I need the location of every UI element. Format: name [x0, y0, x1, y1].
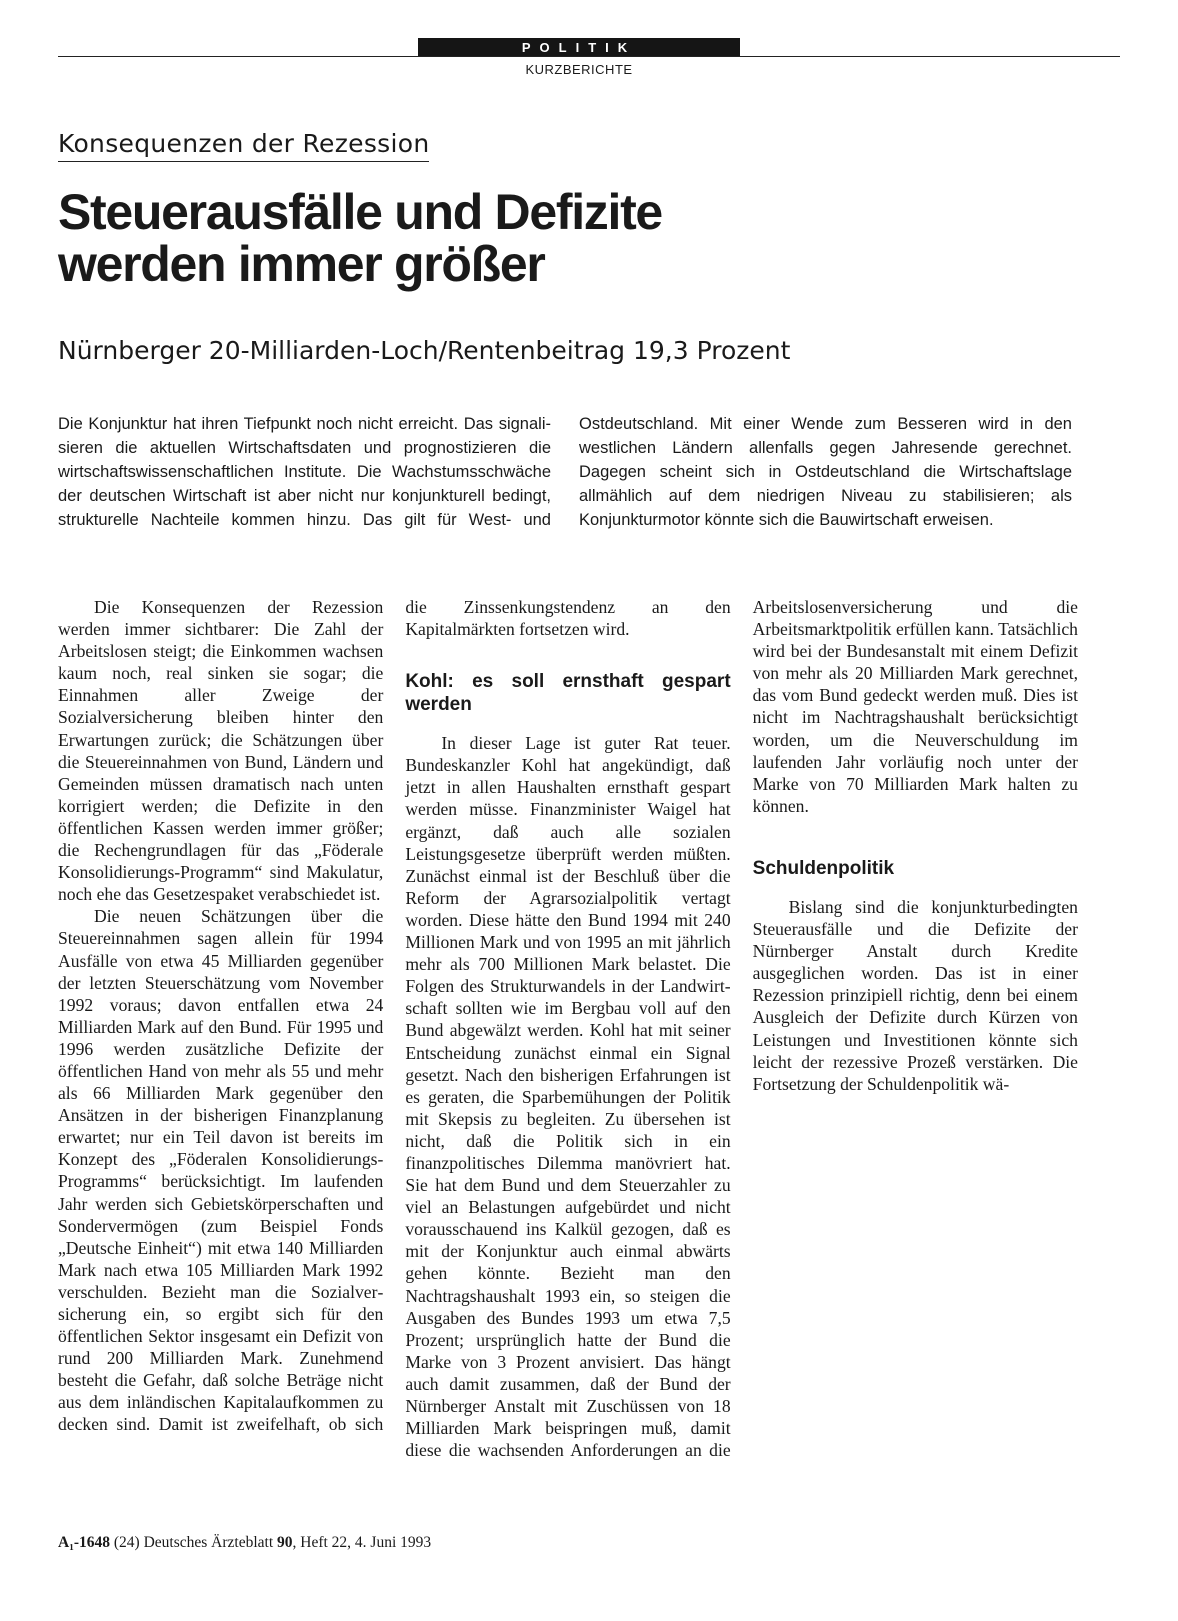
article-body [58, 596, 1078, 1476]
page-code: A₁-1648 [58, 1534, 111, 1551]
subheading-schuldenpolitik: Schuldenpolitik [752, 857, 895, 879]
subheading-kohl: Kohl: es soll ernsthaft gespart werden [405, 671, 731, 716]
article-headline [58, 186, 958, 290]
body-paragraph-2: Die neuen Schätzungen über die Steuereinnahmen sagen allein für 1994 Ausfälle von etwa 45 Milliarden gegenüber der letzten Steuerschätzung vom November 1992 voraus; davon entfallen etwa 24 Milliarden Mark auf den Bund. Für 1995 und 1996 werden zusätzliche Defizite der öffentlichen Hand von mehr als 55 und mehr als 66 Milliarden Mark gegenüber den Ansätzen in der bisherigen Finanzplanung erwartet; nur ein Teil davon ist bereits im Konzept des „Föderalen Konsolidierungs-Programms“ berücksichtigt. Im laufenden Jahr werden sich Gebietskörperschaften und Sondervermögen (zum Beispiel Fonds „Deutsche Einheit“) mit etwa 140 Milliarden Mark nach etwa 105 Milliarden Mark 1992 verschulden. Bezieht man die Sozialversicherung ein, so ergibt sich für den öffentlichen Sektor insgesamt ein Defizit von rund 200 Milliarden Mark. Zunehmend besteht die Gefahr, daß solche Beträge nicht aus dem inländischen Kapitalaufkommen zu decken sind. Damit ist zweifelhaft, ob sich die Zinssenkungstendenz an den Kapitalmärkten fortsetzen wird. [58, 597, 731, 1435]
headline-line-2: werden immer größer [58, 236, 545, 292]
article-lead [58, 412, 1072, 532]
body-paragraph-1: Die Konsequenzen der Rezession werden immer sichtbarer: Die Zahl der Arbeitslosen steigt; die Einkommen wachsen kaum noch, real sinken sie sogar; die Einnahmen aller Zweige der Sozialversicherung bleiben hinter den Erwartungen zurück; die Schätzungen über die Steuereinnahmen von Bund, Ländern und Gemeinden müssen dramatisch nach unten korrigiert werden; die Defizite in den öffentlichen Kassen werden immer größer; die Rechengrundlagen für das „Föderale Konsolidierungs-Programm“ sind Makulatur, noch ehe das Gesetzespaket verabschiedet ist. [58, 597, 384, 905]
body-paragraph-4: Bislang sind die konjunkturbedingten Steuerausfälle und die Defizite der Nürnberger Anstalt durch Kredite ausgeglichen worden. Das ist in einer Rezession prinzipiell richtig, denn bei einem Ausgleich der Defizite durch Kürzen von Leistungen und Investitionen könnte sich leicht der rezessive Prozeß verstärken. Die Fortsetzung der Schuldenpolitik wä- [752, 896, 1078, 1094]
headline-line-1: Steuerausfälle und Defizite [58, 184, 662, 240]
section-label: POLITIK [418, 38, 740, 57]
body-paragraph-3: In dieser Lage ist guter Rat teuer. Bundeskanzler Kohl hat angekündigt, daß jetzt in allen Haushalten ernsthaft gespart werden müsse. Finanzminister Waigel hat ergänzt, daß auch alle sozialen Leistungsgesetze überprüft werden müßten. Zunächst einmal ist der Beschluß über die Reform der Agrarsozialpolitik vertagt worden. Diese hätte den Bund 1994 mit 240 Millionen Mark und von 1995 an mit jährlich mehr als 700 Millionen Mark belastet. Die Folgen des Strukturwandels in der Landwirtschaft sollten wie im Bergbau voll auf den Bund abgewälzt werden. Kohl hat mit seiner Entscheidung zunächst einmal ein Signal gesetzt. Nach den bisherigen Erfahrungen ist es geraten, die Sparbemühungen der Politik mit Skepsis zu begleiten. Zu übersehen ist nicht, daß die Politik sich in ein finanzpolitisches Dilemma manövriert hat. Sie hat dem Bund und dem Steuerzahler zu viel an Belastungen aufgebürdet und nicht vorausschauend ins Kalkül gezogen, daß es mit der Konjunktur auch einmal abwärts gehen könnte. Bezieht man den Nachtragshaushalt 1993 ein, so steigen die Ausgaben des Bundes 1993 um etwa 7,5 Prozent; ursprünglich hatte der Bund die Marke von 3 Prozent anvisiert. Das hängt auch damit zusammen, daß der Bund der Nürnberger Anstalt mit Zuschüssen von 18 Milliarden Mark beispringen muß, damit diese die wachsenden Anforderungen an die Arbeitslosenversicherung und die Arbeitsmarktpolitik erfüllen kann. Tatsächlich wird bei der Bundesanstalt mit einem Defizit von mehr als 20 Milliarden Mark gerechnet, das vom Bund gedeckt werden muß. Dies ist nicht im Nachtragshaushalt berücksichtigt worden, um die Neuverschuldung im laufenden Jahr vorläufig noch unter der Marke von 70 Milliarden Mark halten zu können. [405, 597, 1078, 1461]
article-kicker: Konsequenzen der Rezession [58, 130, 429, 162]
page-footer [58, 1533, 431, 1553]
issue-date: , Heft 22, 4. Juni 1993 [292, 1534, 432, 1551]
subsection-label: KURZBERICHTE [525, 62, 633, 77]
issue-page: (24) Deutsches Ärzteblatt [113, 1534, 274, 1551]
header-rule [58, 56, 1120, 57]
lead-paragraph: Die Konjunktur hat ihren Tiefpunkt noch nicht erreicht. Das signalisieren die aktuellen Wirtschaftsdaten und prognostizieren die wirtschaftswissenschaftlichen Institute. Die Wachstumsschwäche der deutschen Wirtschaft ist aber nicht nur konjunkturell bedingt, strukturelle Nachteile kommen hinzu. Das gilt für West- und Ostdeutschland. Mit einer Wende zum Besseren wird in den westlichen Ländern allenfalls gegen Jahresende gerechnet. Dagegen scheint sich in Ostdeutschland die Wirtschaftslage allmählich auf dem niedrigen Niveau zu stabilisieren; als Konjunkturmotor könnte sich die Bauwirtschaft erweisen. [58, 415, 1072, 529]
volume-number: 90 [277, 1534, 293, 1551]
article-subheadline: Nürnberger 20-Milliarden-Loch/Rentenbeitrag 19,3 Prozent [58, 336, 791, 365]
